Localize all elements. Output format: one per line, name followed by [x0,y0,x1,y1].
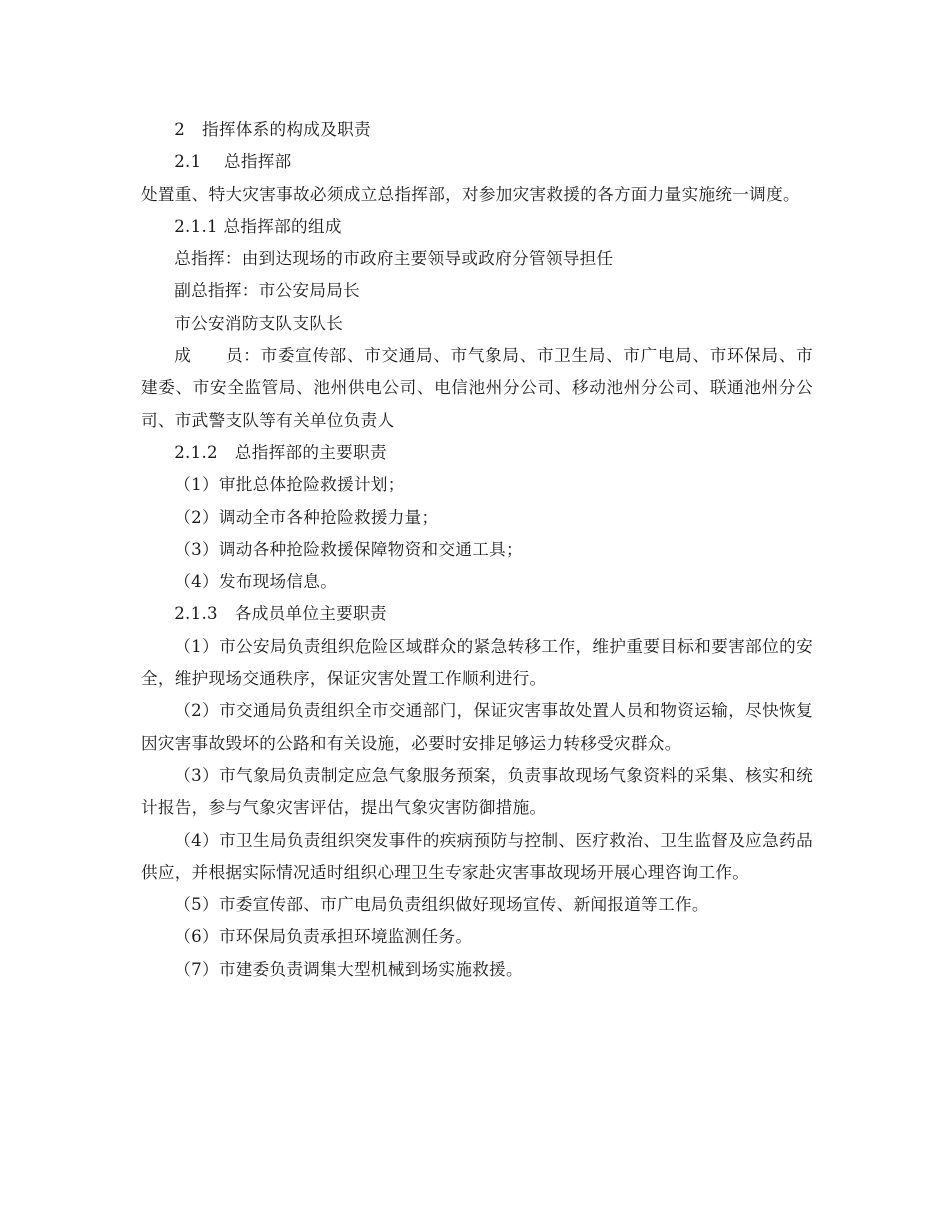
list-item: （5）市委宣传部、市广电局负责组织做好现场宣传、新闻报道等工作。 [174,895,709,915]
list-item: （4）发布现场信息。 [174,572,338,592]
subsection-heading: 2.1.3 各成员单位主要职责 [174,604,387,624]
paragraph: 总指挥：由到达现场的市政府主要领导或政府分管领导担任 [174,249,614,269]
subsection-heading: 2.1 总指挥部 [174,152,292,172]
document-body [141,114,813,986]
section-heading: 2 指挥体系的构成及职责 [174,120,371,139]
paragraph: 副总指挥：市公安局局长 [174,281,361,301]
list-item: （2）市交通局负责组织全市交通部门，保证灾害事故处置人员和物资运输，尽快恢复因灾害事故毁坏的公路和有关设施，必要时安排足够运力转移受灾群众。 [141,701,813,753]
list-item: （2）调动全市各种抢险救援力量； [174,507,439,527]
list-item: （6）市环保局负责承担环境监测任务。 [174,927,473,947]
subsection-heading: 2.1.2 总指挥部的主要职责 [174,442,387,462]
list-item: （7）市建委负责调集大型机械到场实施救援。 [174,959,523,979]
list-item: （4）市卫生局负责组织突发事件的疾病预防与控制、医疗救治、卫生监督及应急药品供应，并根据实际情况适时组织心理卫生专家赴灾害事故现场开展心理咨询工作。 [141,830,813,882]
list-item: （3）市气象局负责制定应急气象服务预案，负责事故现场气象资料的采集、核实和统计报告，参与气象灾害评估，提出气象灾害防御措施。 [141,765,813,818]
list-item: （1）市公安局负责组织危险区域群众的紧急转移工作，维护重要目标和要害部位的安全，维护现场交通秩序，保证灾害处置工作顺利进行。 [141,636,813,689]
list-item: （3）调动各种抢险救援保障物资和交通工具； [174,539,523,559]
paragraph: 处置重、特大灾害事故必须成立总指挥部，对参加灾害救援的各方面力量实施统一调度。 [141,184,800,204]
paragraph: 成 员：市委宣传部、市交通局、市气象局、市卫生局、市广电局、市环保局、市建委、市安全监管局、池州供电公司、电信池州分公司、移动池州分公司、联通池州分公司、市武警支队等有关单位负责人 [141,346,813,430]
paragraph: 市公安消防支队支队长 [174,313,344,333]
list-item: （1）审批总体抢险救援计划； [174,475,405,495]
subsection-heading: 2.1.1 总指挥部的组成 [174,216,342,236]
